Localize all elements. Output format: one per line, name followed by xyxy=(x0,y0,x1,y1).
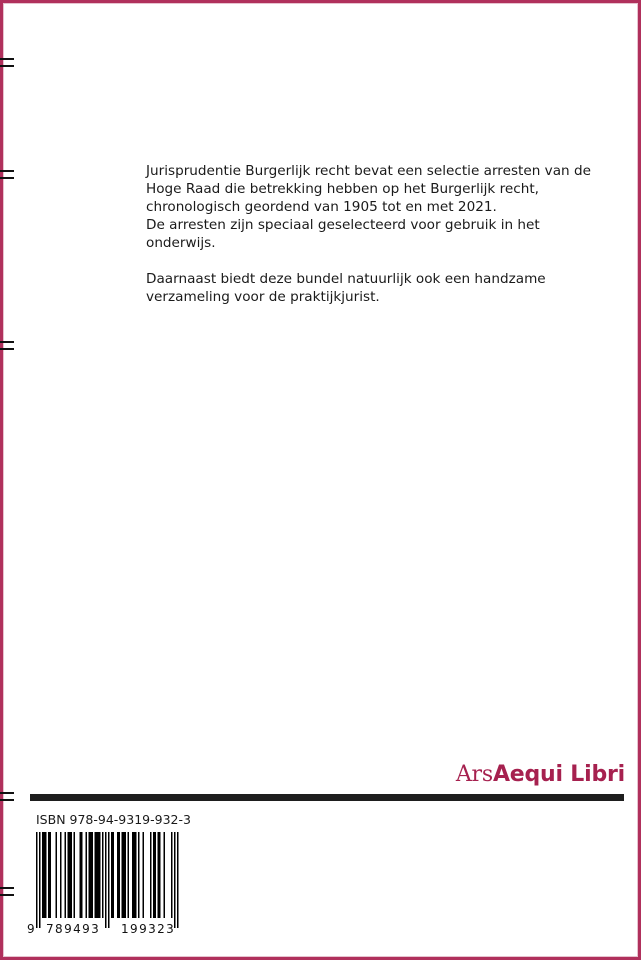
barcode-bar xyxy=(98,832,100,918)
barcode-bar xyxy=(96,832,98,918)
barcode-graphic xyxy=(26,832,186,936)
barcode-bar xyxy=(44,832,46,918)
publisher-logo xyxy=(456,762,625,787)
barcode-bar xyxy=(81,832,83,918)
blurb-paragraph-1: Jurisprudentie Burgerlijk recht bevat een selectie arresten van de Hoge Raad die betrekking hebben op het Burgerlijk recht, chronologisch geordend van 1905 tot en met 2021. De arresten zijn speciaal geselecteerd voor gebruik in het onderwijs. xyxy=(146,163,591,251)
barcode-bar xyxy=(86,832,88,918)
crop-mark xyxy=(0,887,14,896)
crop-mark xyxy=(0,341,14,350)
barcode-bar xyxy=(71,832,73,918)
crop-mark xyxy=(0,58,14,67)
barcode-bar xyxy=(134,832,136,918)
barcode-bar xyxy=(50,832,52,918)
barcode-bar xyxy=(150,832,152,918)
logo-ars: Ars xyxy=(455,762,493,787)
barcode-bar xyxy=(138,832,140,918)
barcode-bar xyxy=(125,832,127,918)
barcode-lead-digit: 9 xyxy=(27,922,35,936)
barcode-bar xyxy=(171,832,173,918)
isbn-number: ISBN 978-94-9319-932-3 xyxy=(36,812,191,827)
barcode-bar xyxy=(132,832,134,918)
barcode-bar xyxy=(105,832,107,928)
barcode-bar xyxy=(119,832,121,918)
back-cover-blurb xyxy=(146,162,591,324)
barcode-bar xyxy=(99,832,101,918)
barcode-bar xyxy=(95,832,97,918)
barcode-bar xyxy=(80,832,82,918)
barcode-bar xyxy=(113,832,115,918)
barcode-bar xyxy=(90,832,92,918)
logo-aequi-libri: Aequi Libri xyxy=(492,762,625,787)
barcode-bar xyxy=(42,832,44,918)
barcode-bar xyxy=(111,832,113,918)
barcode-bar xyxy=(155,832,157,918)
barcode-bar xyxy=(158,832,160,918)
barcode-bar xyxy=(45,832,47,918)
barcode-bar xyxy=(153,832,155,918)
barcode-bar xyxy=(135,832,137,918)
barcode-bar xyxy=(56,832,58,918)
barcode-bar xyxy=(69,832,71,918)
barcode xyxy=(26,832,186,936)
crop-mark xyxy=(0,792,14,801)
barcode-bar xyxy=(123,832,125,918)
barcode-bar xyxy=(89,832,91,918)
crop-mark xyxy=(0,170,14,179)
barcode-bar xyxy=(39,832,41,928)
divider-rule xyxy=(30,794,624,801)
barcode-bar xyxy=(74,832,76,918)
barcode-bar xyxy=(108,832,110,928)
barcode-left-digits: 789493 xyxy=(46,922,101,936)
barcode-bar xyxy=(122,832,124,918)
barcode-bar xyxy=(48,832,50,918)
barcode-bar xyxy=(174,832,176,928)
blurb-paragraph-2: Daarnaast biedt deze bundel natuurlijk ook een handzame verzameling voor de praktijkjurist. xyxy=(146,271,546,305)
barcode-bar xyxy=(143,832,145,918)
barcode-bar xyxy=(36,832,38,928)
barcode-right-digits: 199323 xyxy=(121,922,176,936)
barcode-bar xyxy=(117,832,119,918)
barcode-bar xyxy=(68,832,70,918)
barcode-bar xyxy=(159,832,161,918)
barcode-bar xyxy=(177,832,179,928)
barcode-bar xyxy=(128,832,130,918)
barcode-bar xyxy=(102,832,104,918)
barcode-bar xyxy=(92,832,94,918)
barcode-bar xyxy=(65,832,67,918)
barcode-bar xyxy=(60,832,62,918)
barcode-bar xyxy=(164,832,166,918)
